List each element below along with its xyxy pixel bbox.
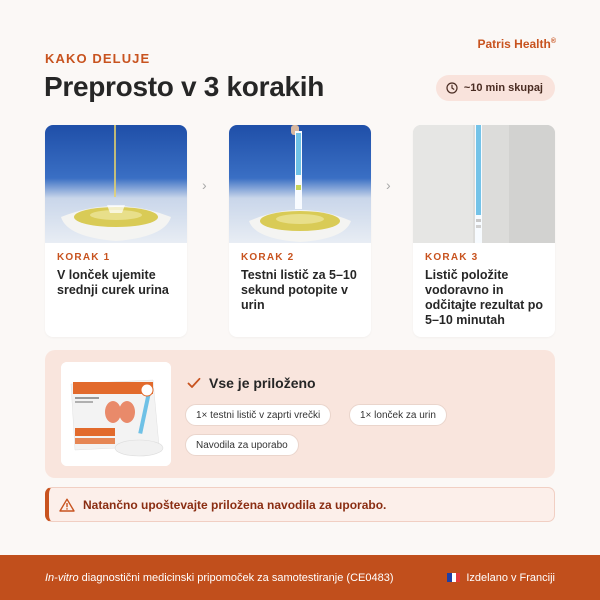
included-title bbox=[187, 375, 316, 391]
included-item-3: Navodila za uporabo bbox=[185, 434, 299, 456]
registered-mark: ® bbox=[550, 38, 556, 45]
check-icon bbox=[187, 377, 201, 389]
step-card-3 bbox=[413, 125, 555, 337]
chevron-right-icon: › bbox=[386, 177, 391, 193]
product-box-image bbox=[61, 362, 171, 466]
included-item-1: 1× testni listič v zaprti vrečki bbox=[185, 404, 331, 426]
step-3-photo bbox=[413, 125, 555, 243]
footer-bar bbox=[0, 555, 600, 600]
clock-icon bbox=[446, 82, 458, 94]
france-flag-icon bbox=[447, 573, 460, 582]
step-3-text: Listič položite vodoravno in odčitajte rezultat po 5–10 minutah bbox=[425, 268, 544, 327]
step-2-text: Testni listič za 5–10 sekund potopite v urin bbox=[241, 268, 357, 312]
chevron-right-icon: › bbox=[202, 177, 207, 193]
warning-triangle-icon bbox=[59, 498, 75, 512]
included-item-2: 1× lonček za urin bbox=[349, 404, 447, 426]
step-2-label: KORAK 2 bbox=[241, 252, 295, 263]
section-eyebrow: KAKO DELUJE bbox=[45, 51, 151, 66]
step-1-text: V lonček ujemite srednji curek urina bbox=[57, 268, 169, 297]
step-card-1 bbox=[45, 125, 187, 337]
origin-text: Izdelano v Franciji bbox=[466, 571, 555, 584]
regulatory-notice bbox=[45, 572, 394, 584]
warning-banner bbox=[45, 487, 555, 522]
page-title: Preprosto v 3 korakih bbox=[44, 71, 325, 102]
regulatory-emphasis: In-vitro bbox=[45, 571, 79, 584]
regulatory-text: diagnostični medicinski pripomoček za samotestiranje (CE0483) bbox=[78, 571, 394, 584]
step-card-2 bbox=[229, 125, 371, 337]
duration-text: ~10 min skupaj bbox=[463, 82, 543, 94]
brand-logo bbox=[477, 37, 556, 51]
steps-row bbox=[45, 125, 555, 337]
brand-name: Patris Health bbox=[477, 37, 551, 51]
step-3-label: KORAK 3 bbox=[425, 252, 479, 263]
origin-label bbox=[447, 572, 555, 584]
included-title-text: Vse je priloženo bbox=[209, 375, 316, 391]
step-1-label: KORAK 1 bbox=[57, 252, 111, 263]
step-2-photo bbox=[229, 125, 371, 243]
warning-text: Natančno upoštevajte priložena navodila za uporabo. bbox=[83, 497, 387, 512]
step-1-photo bbox=[45, 125, 187, 243]
duration-badge bbox=[436, 75, 555, 101]
included-panel bbox=[45, 350, 555, 478]
